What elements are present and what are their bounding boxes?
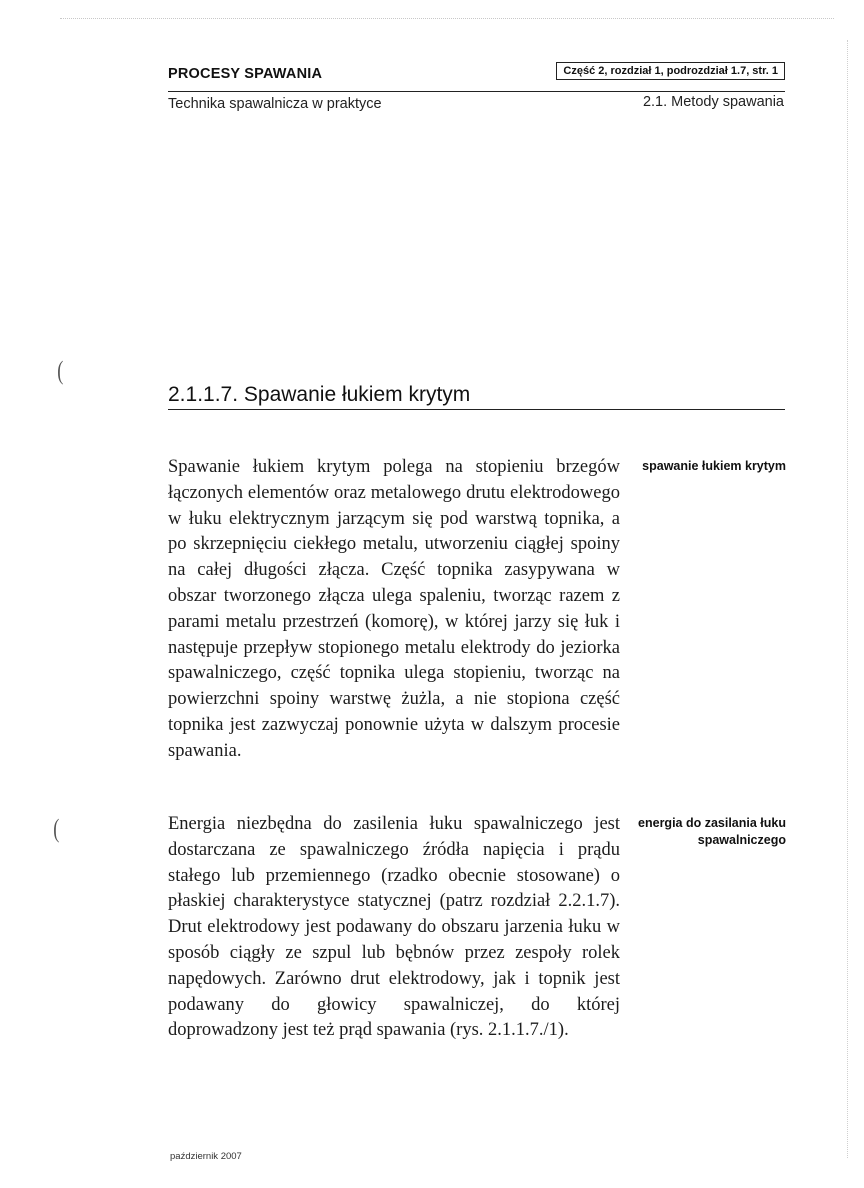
book-subtitle: Technika spawalnicza w praktyce	[168, 96, 382, 112]
book-title: PROCESY SPAWANIA	[168, 66, 323, 82]
scan-artifact-mark: (	[53, 814, 60, 843]
section-title: 2.1.1.7. Spawanie łukiem krytym	[168, 383, 471, 406]
scan-artifact-right	[847, 40, 848, 1158]
body-paragraph: Energia niezbędna do zasilenia łuku spawalniczego jest dostarczana ze spawalniczego źródła napięcia i prądu stałego lub przemiennego (rzadko obecnie stosowane) o płaskiej charakterystyce statycznej (patrz rozdział 2.2.1.7). Drut elektrodowy jest podawany do obszaru jarzenia łuku w sposób ciągły ze szpul lub bębnów przez zespoły rolek napędowych. Zarówno drut elektrodowy, jak i topnik jest podawany do głowicy spawalniczej, do której doprowadzony jest też prąd spawania (rys. 2.1.1.7./1).	[168, 814, 620, 1041]
section-title-underline	[168, 409, 785, 410]
body-paragraph: Spawanie łukiem krytym polega na stopieniu brzegów łączonych elementów oraz metalowego drutu elektrodowego w łuku elektrycznym jarzącym się pod warstwą topnika, a po skrzepnięciu ciekłego metalu, utworzeniu ciągłej spoiny na całej długości złącza. Część topnika zasypywana w obszar tworzonego złącza ulega spaleniu, tworząc razem z parami metalu przestrzeń (komorę), w której jarzy się łuk i następuje przepływ stopionego metalu elektrody do jeziorka spawalniczego, część topnika ulega stopieniu, tworząc na powierzchni spoiny warstwę żużla, a nie stopiona część topnika jest zazwyczaj ponownie użyta w dalszym procesie spawania.	[168, 457, 620, 761]
chapter-reference: 2.1. Metody spawania	[642, 94, 784, 110]
scan-artifact-top	[60, 18, 834, 19]
margin-note: energia do zasilania łuku spawalniczego	[638, 816, 786, 847]
part-reference-box: Część 2, rozdział 1, podrozdział 1.7, str. 1	[556, 62, 785, 80]
page-footer-date: październik 2007	[170, 1151, 242, 1162]
page-header	[168, 62, 785, 90]
header-divider	[168, 91, 785, 92]
margin-note: spawanie łukiem krytym	[642, 459, 786, 473]
scan-artifact-mark: (	[57, 356, 64, 385]
